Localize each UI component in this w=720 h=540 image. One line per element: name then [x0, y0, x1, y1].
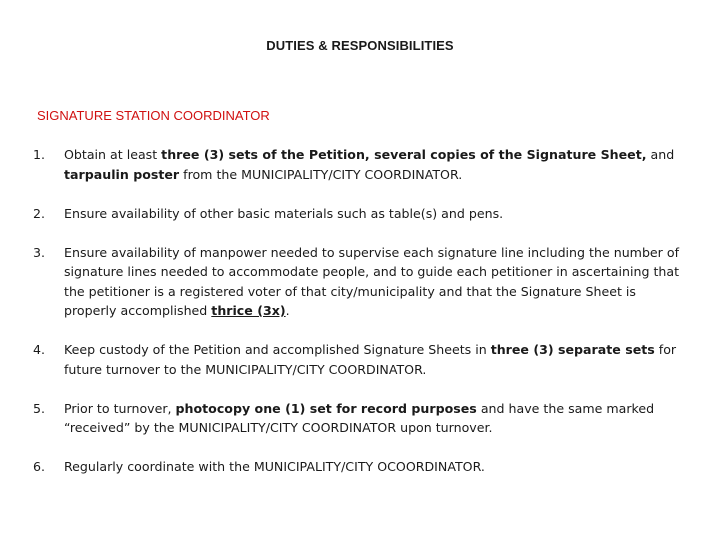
- item-text: Obtain at least: [64, 147, 162, 162]
- item-text: Ensure availability of manpower needed to supervise each signature line including the number of signature lines needed to accommodate people, and to guide each petitioner in ascertaining that the petitioner is a registered voter of that city/municipality and that the Signature Sheet is properly accomplished: [64, 244, 680, 318]
- item-text: and: [646, 147, 675, 162]
- item-text: .: [285, 303, 290, 318]
- item-number: 6.: [33, 459, 46, 474]
- list-item: [33, 457, 683, 477]
- item-text: Regularly coordinate with the MUNICIPALITY/CITY OCOORDINATOR.: [64, 459, 485, 474]
- item-bold-text: three (3) separate sets: [490, 342, 655, 357]
- item-text: from the MUNICIPALITY/CITY COORDINATOR.: [179, 166, 463, 182]
- item-text: Ensure availability of other basic materials such as table(s) and pens.: [64, 205, 504, 221]
- item-text: Prior to turnover,: [64, 400, 176, 416]
- duties-list: [33, 145, 683, 496]
- item-bold-underlined-text: thrice (3x): [211, 303, 286, 318]
- item-number: 1.: [33, 147, 46, 162]
- item-number: 4.: [33, 342, 46, 357]
- item-bold-text: tarpaulin poster: [64, 166, 180, 182]
- list-item: [33, 399, 683, 438]
- section-heading: SIGNATURE STATION COORDINATOR: [37, 108, 270, 123]
- item-number: 3.: [33, 244, 46, 260]
- item-text: Keep custody of the Petition and accomplished Signature Sheets in: [64, 342, 491, 357]
- item-text: for future turnover to the MUNICIPALITY/CITY COORDINATOR.: [64, 342, 677, 377]
- list-item: [33, 340, 683, 379]
- list-item: [33, 243, 683, 321]
- list-item: [33, 204, 683, 224]
- page-title: DUTIES & RESPONSIBILITIES: [266, 38, 454, 53]
- list-item: [33, 145, 683, 184]
- item-number: 5.: [33, 400, 46, 416]
- item-bold-text: photocopy one (1) set for record purposes: [175, 400, 477, 416]
- item-number: 2.: [33, 205, 46, 221]
- item-bold-text: three (3) sets of the Petition, several copies of the Signature Sheet,: [161, 147, 647, 162]
- item-text: and have the same marked “received” by the MUNICIPALITY/CITY COORDINATOR upon turnover.: [64, 400, 655, 435]
